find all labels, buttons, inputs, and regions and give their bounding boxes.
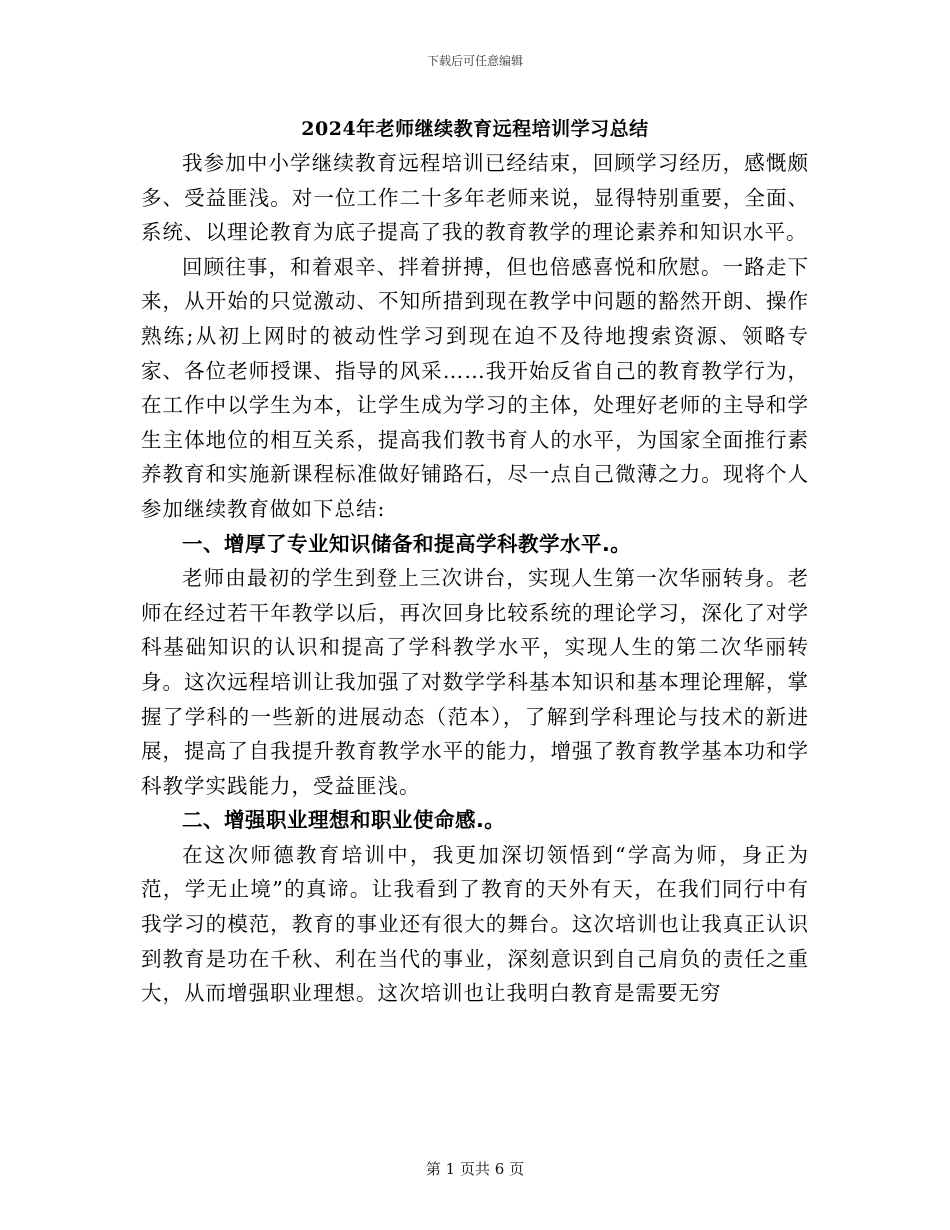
section-1-heading: 一、增厚了专业知识储备和提高学科教学水平.。 <box>182 531 632 556</box>
page-header-note: 下载后可任意编辑 <box>426 54 523 68</box>
page-number-footer: 第 1 页共 6 页 <box>425 1160 525 1178</box>
section-1-paragraph: 老师由最初的学生到登上三次讲台，实现人生第一次华丽转身。老师在经过若干年教学以后，再次回身比较系统的理论学习，深化了对学科基础知识的认识和提高了学科教学水平，实现人生的第二次华丽转身。这次远程培训让我加强了对数学学科基本知识和基本理论理解，掌握了学科的一些新的进展动态（范本），了解到学科理论与技术的新进展，提高了自我提升教育教学水平的能力，增强了教育教学基本功和学科教学实践能力，受益匪浅。 <box>141 566 809 798</box>
intro-paragraph-2: 回顾往事，和着艰辛、拌着拼搏，但也倍感喜悦和欣慰。一路走下来，从开始的只觉激动、不知所措到现在教学中问题的豁然开朗、操作熟练;从初上网时的被动性学习到现在迫不及待地搜索资源、领略专家、各位老师授课、指导的风采……我开始反省自己的教育教学行为，在工作中以学生为本，让学生成为学习的主体，处理好老师的主导和学生主体地位的相互关系，提高我们教书育人的水平，为国家全面推行素养教育和实施新课程标准做好铺路石，尽一点自己微薄之力。现将个人参加继续教育做如下总结: <box>141 254 809 521</box>
document-body <box>141 112 809 1011</box>
document-title: 2024年老师继续教育远程培训学习总结 <box>301 118 649 140</box>
section-2-heading: 二、增强职业理想和职业使命感.。 <box>182 808 506 833</box>
intro-paragraph-1: 我参加中小学继续教育远程培训已经结束，回顾学习经历，感慨颇多、受益匪浅。对一位工作二十多年老师来说，显得特别重要，全面、系统、以理论教育为底子提高了我的教育教学的理论素养和知识水平。 <box>141 151 809 245</box>
section-2-paragraph: 在这次师德教育培训中，我更加深切领悟到“学高为师，身正为范，学无止境”的真谛。让我看到了教育的天外有天，在我们同行中有我学习的模范，教育的事业还有很大的舞台。这次培训也让我真正认识到教育是功在千秋、利在当代的事业，深刻意识到自己肩负的责任之重大，从而增强职业理想。这次培训也让我明白教育是需要无穷 <box>141 842 809 1006</box>
